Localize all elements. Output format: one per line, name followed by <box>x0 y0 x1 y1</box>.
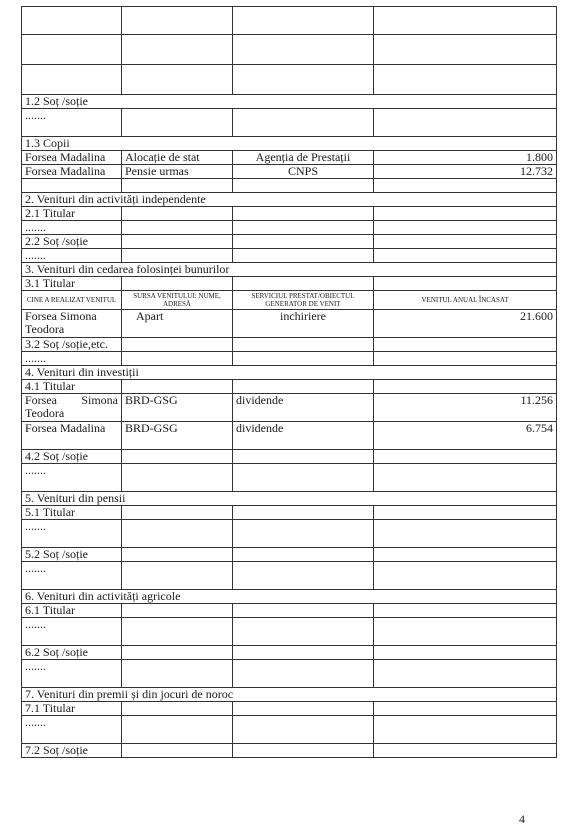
income-amount: 11.256 <box>374 394 557 422</box>
section-label: 2. Venituri din activități independente <box>22 193 557 207</box>
table-row <box>22 716 557 744</box>
income-who-part: Forsea <box>25 393 57 407</box>
table-row <box>22 207 557 221</box>
header-source: SURSA VENITULUI: NUME, ADRESĂ <box>122 291 233 310</box>
page-number: 4 <box>519 812 525 826</box>
table-row <box>22 221 557 235</box>
table-row <box>22 562 557 590</box>
subsection-label: 4.2 Soț /soție <box>22 450 122 464</box>
table-row <box>22 35 557 65</box>
section-label: 1.3 Copii <box>22 137 557 151</box>
subsection-label: 5.2 Soț /soție <box>22 548 122 562</box>
subsection-label: 7.2 Soț /soție <box>22 744 122 758</box>
table-row <box>22 548 557 562</box>
subsection-label: 7.1 Titular <box>22 702 122 716</box>
table-row <box>22 744 557 758</box>
income-who-part: Teodora <box>25 406 65 420</box>
subsection-label: 2.1 Titular <box>22 207 122 221</box>
income-amount: 12.732 <box>374 165 557 179</box>
income-amount: 21.600 <box>374 310 557 338</box>
table-row <box>22 660 557 688</box>
income-source: Pensie urmas <box>122 165 233 179</box>
subsection-label: 6.1 Titular <box>22 604 122 618</box>
table-row <box>22 151 557 165</box>
table-row <box>22 179 557 193</box>
income-who: Forsea Madalina <box>22 422 122 450</box>
income-source: BRD-GSG <box>122 422 233 450</box>
ellipsis: ....... <box>22 716 122 744</box>
table-row <box>22 235 557 249</box>
section-label: 4. Venituri din investiții <box>22 366 557 380</box>
table-row <box>22 65 557 95</box>
income-source: Alocație de stat <box>122 151 233 165</box>
subsection-label: 3.1 Titular <box>22 277 122 291</box>
table-row <box>22 310 557 338</box>
section-label: 6. Venituri din activități agricole <box>22 590 557 604</box>
income-who: Forsea Madalina <box>22 165 122 179</box>
section-label: 5. Venituri din pensii <box>22 492 557 506</box>
table-row <box>22 506 557 520</box>
subsection-label: 5.1 Titular <box>22 506 122 520</box>
ellipsis: ....... <box>22 520 122 548</box>
table-row <box>22 450 557 464</box>
column-header-row <box>22 291 557 310</box>
header-income: VENITUL ANUAL ÎNCASAT <box>374 291 557 310</box>
subsection-label: 2.2 Soț /soție <box>22 235 122 249</box>
section-row <box>22 688 557 702</box>
income-source: BRD-GSG <box>122 394 233 422</box>
table-row <box>22 422 557 450</box>
section-row <box>22 137 557 151</box>
income-who <box>22 394 122 422</box>
table-row <box>22 165 557 179</box>
table-row <box>22 394 557 422</box>
income-who: Forsea Simona Teodora <box>22 310 122 338</box>
income-service: CNPS <box>233 165 374 179</box>
ellipsis: ....... <box>22 352 122 366</box>
section-label: 1.2 Soț /soție <box>22 95 557 109</box>
table-row <box>22 249 557 263</box>
ellipsis: ....... <box>22 221 122 235</box>
ellipsis: ....... <box>22 660 122 688</box>
table-row <box>22 352 557 366</box>
income-declaration-table <box>21 6 557 758</box>
ellipsis: ....... <box>22 464 122 492</box>
ellipsis: ....... <box>22 618 122 646</box>
section-row <box>22 366 557 380</box>
header-who: CINE A REALIZAT VENITUL <box>22 291 122 310</box>
subsection-label: 6.2 Soț /soție <box>22 646 122 660</box>
income-who: Forsea Madalina <box>22 151 122 165</box>
table-row <box>22 604 557 618</box>
income-service: dividende <box>233 422 374 450</box>
section-row <box>22 590 557 604</box>
header-service: SERVICIUL PRESTAT/OBIECTUL GENERATOR DE VENIT <box>233 291 374 310</box>
income-service: inchiriere <box>233 310 374 338</box>
section-row <box>22 263 557 277</box>
subsection-label: 3.2 Soț /soție,etc. <box>22 338 122 352</box>
table-row <box>22 380 557 394</box>
section-row <box>22 492 557 506</box>
income-source: Apart <box>122 310 233 338</box>
section-row <box>22 95 557 109</box>
table-row <box>22 109 557 137</box>
ellipsis: ....... <box>22 562 122 590</box>
table-row <box>22 277 557 291</box>
section-label: 7. Venituri din premii și din jocuri de noroc <box>22 688 557 702</box>
table-row <box>22 464 557 492</box>
section-label: 3. Venituri din cedarea folosinței bunurilor <box>22 263 557 277</box>
table-row <box>22 646 557 660</box>
income-amount: 6.754 <box>374 422 557 450</box>
income-amount: 1.800 <box>374 151 557 165</box>
table-row <box>22 520 557 548</box>
income-service: dividende <box>233 394 374 422</box>
income-service: Agenția de Prestații <box>233 151 374 165</box>
table-row <box>22 338 557 352</box>
section-row <box>22 193 557 207</box>
ellipsis: ....... <box>22 109 122 137</box>
subsection-label: 4.1 Titular <box>22 380 122 394</box>
table-row <box>22 7 557 35</box>
table-row <box>22 702 557 716</box>
ellipsis: ....... <box>22 249 122 263</box>
income-who-part: Simona <box>81 393 118 407</box>
table-row <box>22 618 557 646</box>
